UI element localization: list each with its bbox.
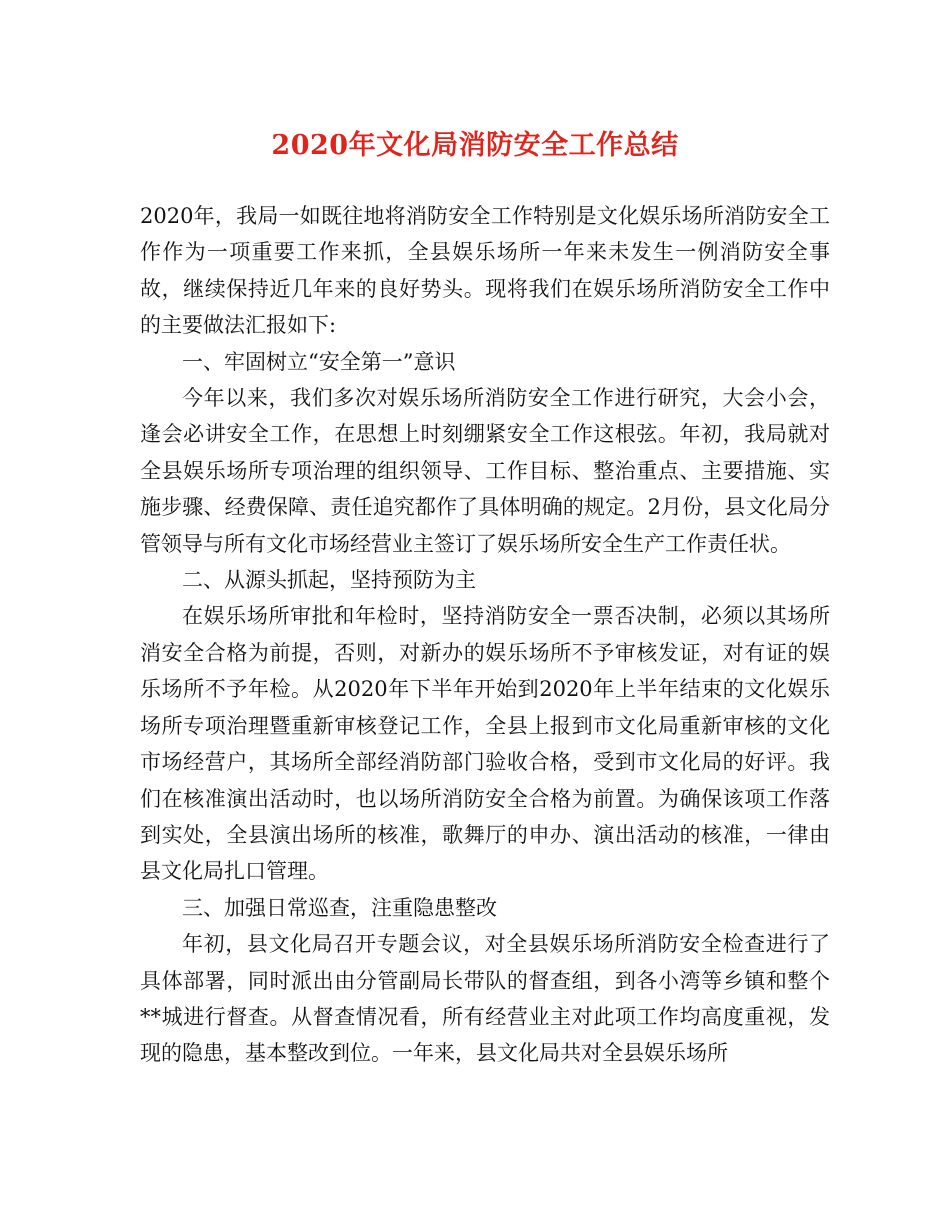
document-body	[140, 198, 830, 1072]
paragraph-section-3: 年初，县文化局召开专题会议，对全县娱乐场所消防安全检查进行了具体部署，同时派出由分管副局长带队的督查组，到各小湾等乡镇和整个**城进行督查。从督查情况看，所有经营业主对此项工作均高度重视，发现的隐患，基本整改到位。一年来，县文化局共对全县娱乐场所	[140, 932, 830, 1066]
paragraph-intro: 2020年，我局一如既往地将消防安全工作特别是文化娱乐场所消防安全工作作为一项重要工作来抓，全县娱乐场所一年来未发生一例消防安全事故，继续保持近几年来的良好势头。现将我们在娱乐场所消防安全工作中的主要做法汇报如下:	[140, 204, 830, 338]
document-title: 2020年文化局消防安全工作总结	[271, 130, 679, 161]
section-heading-2: 二、从源头抓起，坚持预防为主	[182, 568, 476, 593]
section-heading-1: 一、牢固树立“安全第一”意识	[182, 349, 456, 374]
paragraph-section-2: 在娱乐场所审批和年检时，坚持消防安全一票否决制，必须以其场所消安全合格为前提，否则，对新办的娱乐场所不予审核发证，对有证的娱乐场所不予年检。从2020年下半年开始到2020年上半年结束的文化娱乐场所专项治理暨重新审核登记工作，全县上报到市文化局重新审核的文化市场经营户，其场所全部经消防部门验收合格，受到市文化局的好评。我们在核准演出活动时，也以场所消防安全合格为前置。为确保该项工作落到实处，全县演出场所的核准，歌舞厅的申办、演出活动的核准，一律由县文化局扎口管理。	[140, 604, 830, 884]
paragraph-section-1: 今年以来，我们多次对娱乐场所消防安全工作进行研究，大会小会，逢会必讲安全工作，在思想上时刻绷紧安全工作这根弦。年初，我局就对全县娱乐场所专项治理的组织领导、工作目标、整治重点、主要措施、实施步骤、经费保障、责任追究都作了具体明确的规定。2月份，县文化局分管领导与所有文化市场经营业主签订了娱乐场所安全生产工作责任状。	[140, 386, 830, 556]
section-heading-3: 三、加强日常巡查，注重隐患整改	[182, 895, 497, 920]
